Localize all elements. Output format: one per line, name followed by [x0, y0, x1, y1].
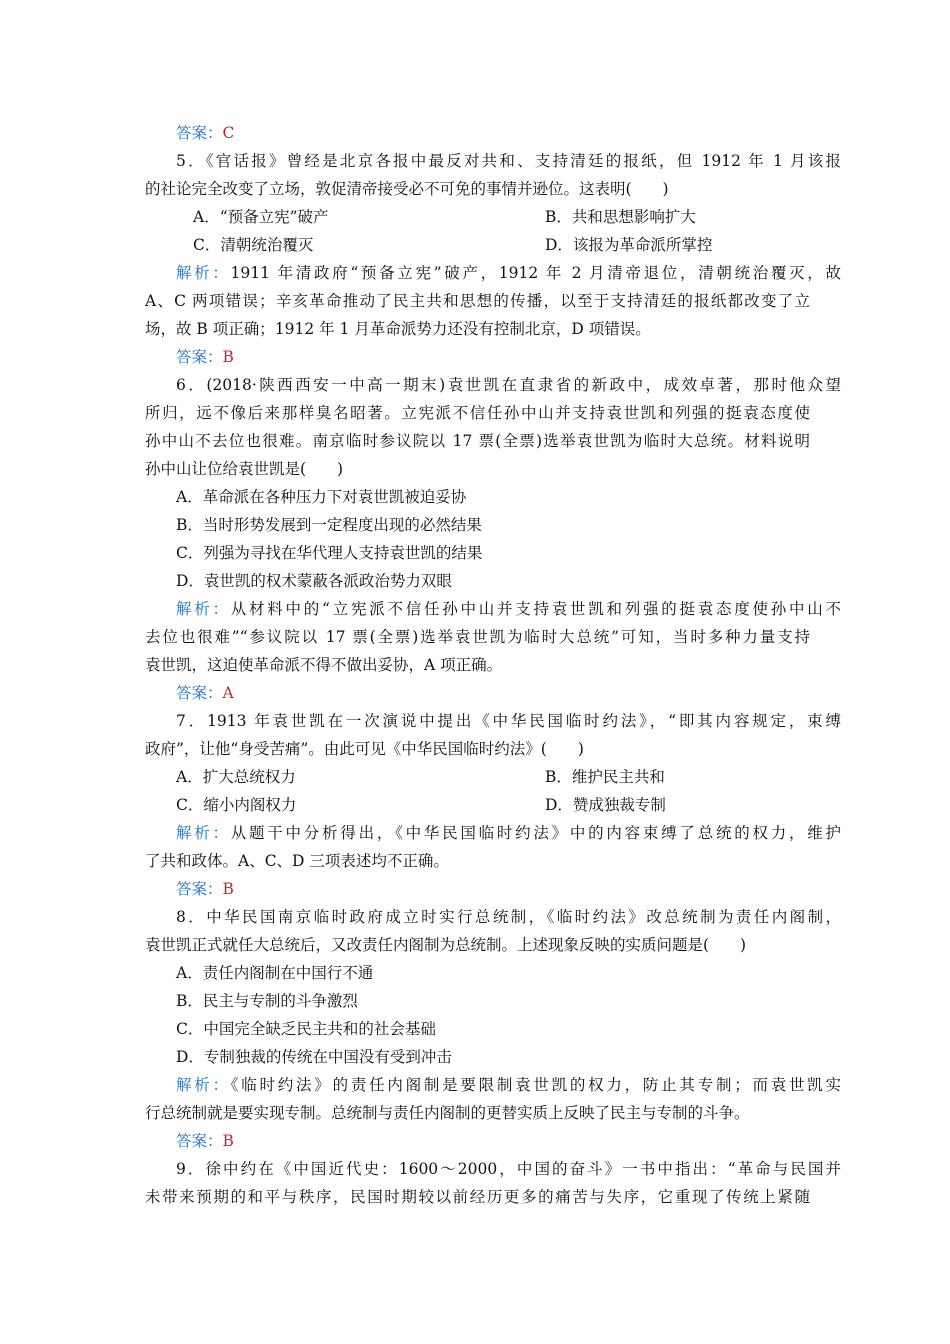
question-6-option-a: A．革命派在各种压力下对袁世凯被迫妥协 [176, 488, 467, 506]
question-7-stem-line: 政府”，让他“身受苦痛”。由此可见《中华民国临时约法》( ) [145, 740, 584, 758]
question-6-option-b: B．当时形势发展到一定程度出现的必然结果 [176, 516, 482, 534]
answer-label: 答案： [176, 880, 223, 898]
question-7-analysis-line: 了共和政体。A、C、D 三项表述均不正确。 [145, 852, 449, 870]
answer-value: B [222, 348, 234, 366]
answer-value: B [222, 880, 234, 898]
question-8-stem-line: 8．中华民国南京临时政府成立时实行总统制，《临时约法》改总统制为责任内阁制， [176, 908, 841, 926]
question-5-stem-line: 5．《官话报》曾经是北京各报中最反对共和、支持清廷的报纸，但 1912 年 1 月该报 [176, 152, 841, 170]
question-9-stem-line: 未带来预期的和平与秩序，民国时期较以前经历更多的痛苦与失序，它重现了传统上紧随 [145, 1188, 810, 1206]
question-5-analysis-line: 场，故 B 项正确；1912 年 1 月革命派势力还没有控制北京，D 项错误。 [145, 320, 651, 338]
question-7-option-a: A．扩大总统权力 [176, 768, 296, 786]
question-8-option-d: D．专制独裁的传统在中国没有受到冲击 [176, 1048, 452, 1066]
question-6-stem-line: 孙中山不去位也很难。南京临时参议院以 17 票(全票)选举袁世凯为临时大总统。材料说明 [145, 432, 810, 450]
question-5-option-b: B．共和思想影响扩大 [545, 208, 696, 226]
answer-line [176, 679, 841, 707]
question-6-stem-line: 所归，远不像后来那样臭名昭著。立宪派不信任孙中山并支持袁世凯和列强的挺袁态度使 [145, 404, 810, 422]
answer-line [176, 875, 841, 903]
analysis-text: 《临时约法》的责任内阁制是要限制袁世凯的权力，防止其专制；而袁世凯实 [230, 1076, 841, 1094]
question-7-option-d: D．赞成独裁专制 [545, 796, 666, 814]
question-6-option-c: C．列强为寻找在华代理人支持袁世凯的结果 [176, 544, 483, 562]
question-7-option-b: B．维护民主共和 [545, 768, 665, 786]
answer-label: 答案： [176, 684, 223, 702]
question-8-analysis-line [176, 1071, 841, 1099]
answer-value: B [222, 1132, 234, 1150]
answer-line [176, 343, 841, 371]
answer-value: A [222, 684, 234, 702]
question-8-option-c: C．中国完全缺乏民主共和的社会基础 [176, 1020, 436, 1038]
analysis-text: 从材料中的“立宪派不信任孙中山并支持袁世凯和列强的挺袁态度使孙中山不 [230, 600, 841, 618]
analysis-label: 解析： [176, 824, 231, 842]
analysis-text: 1911 年清政府“预备立宪”破产，1912 年 2 月清帝退位，清朝统治覆灭，故 [230, 264, 841, 282]
question-5-option-a: A．“预备立宪”破产 [193, 208, 329, 226]
question-6-analysis-line: 去位也很难”“参议院以 17 票(全票)选举袁世凯为临时大总统”可知，当时多种力量支持 [145, 628, 810, 646]
question-6-analysis-line: 袁世凯，这迫使革命派不得不做出妥协，A 项正确。 [145, 656, 503, 674]
question-5-analysis-line [176, 259, 841, 287]
answer-label: 答案： [176, 1132, 223, 1150]
analysis-label: 解析： [176, 1076, 231, 1094]
analysis-label: 解析： [176, 600, 231, 618]
question-6-stem-line: 孙中山让位给袁世凯是( ) [145, 460, 344, 478]
analysis-text: 从题干中分析得出，《中华民国临时约法》中的内容束缚了总统的权力，维护 [230, 824, 841, 842]
question-7-analysis-line [176, 819, 841, 847]
analysis-label: 解析： [176, 264, 231, 282]
answer-line [176, 119, 841, 147]
answer-label: 答案： [176, 124, 223, 142]
question-8-stem-line: 袁世凯正式就任大总统后，又改责任内阁制为总统制。上述现象反映的实质问题是( ) [145, 936, 747, 954]
question-5-stem-line: 的社论完全改变了立场，敦促清帝接受必不可免的事情并逊位。这表明( ) [145, 180, 669, 198]
question-5-option-c: C．清朝统治覆灭 [193, 236, 314, 254]
question-6-option-d: D．袁世凯的权术蒙蔽各派政治势力双眼 [176, 572, 452, 590]
question-8-analysis-line: 行总统制就是要实现专制。总统制与责任内阁制的更替实质上反映了民主与专制的斗争。 [145, 1104, 750, 1122]
question-7-option-c: C．缩小内阁权力 [176, 796, 297, 814]
answer-line [176, 1127, 841, 1155]
answer-value: C [222, 124, 235, 142]
question-6-stem-line: 6．(2018·陕西西安一中高一期末)袁世凯在直隶省的新政中，成效卓著，那时他众望 [176, 376, 841, 394]
answer-label: 答案： [176, 348, 223, 366]
question-8-option-a: A．责任内阁制在中国行不通 [176, 964, 374, 982]
question-8-option-b: B．民主与专制的斗争激烈 [176, 992, 358, 1010]
question-9-stem-line: 9．徐中约在《中国近代史：1600～2000，中国的奋斗》一书中指出：“革命与民国并 [176, 1160, 841, 1178]
question-7-stem-line: 7．1913 年袁世凯在一次演说中提出《中华民国临时约法》，“即其内容规定，束缚 [176, 712, 841, 730]
question-5-option-d: D．该报为革命派所掌控 [545, 236, 713, 254]
question-5-analysis-line: A、C 两项错误；辛亥革命推动了民主共和思想的传播，以至于支持清廷的报纸都改变了立 [145, 292, 810, 310]
question-6-analysis-line [176, 595, 841, 623]
